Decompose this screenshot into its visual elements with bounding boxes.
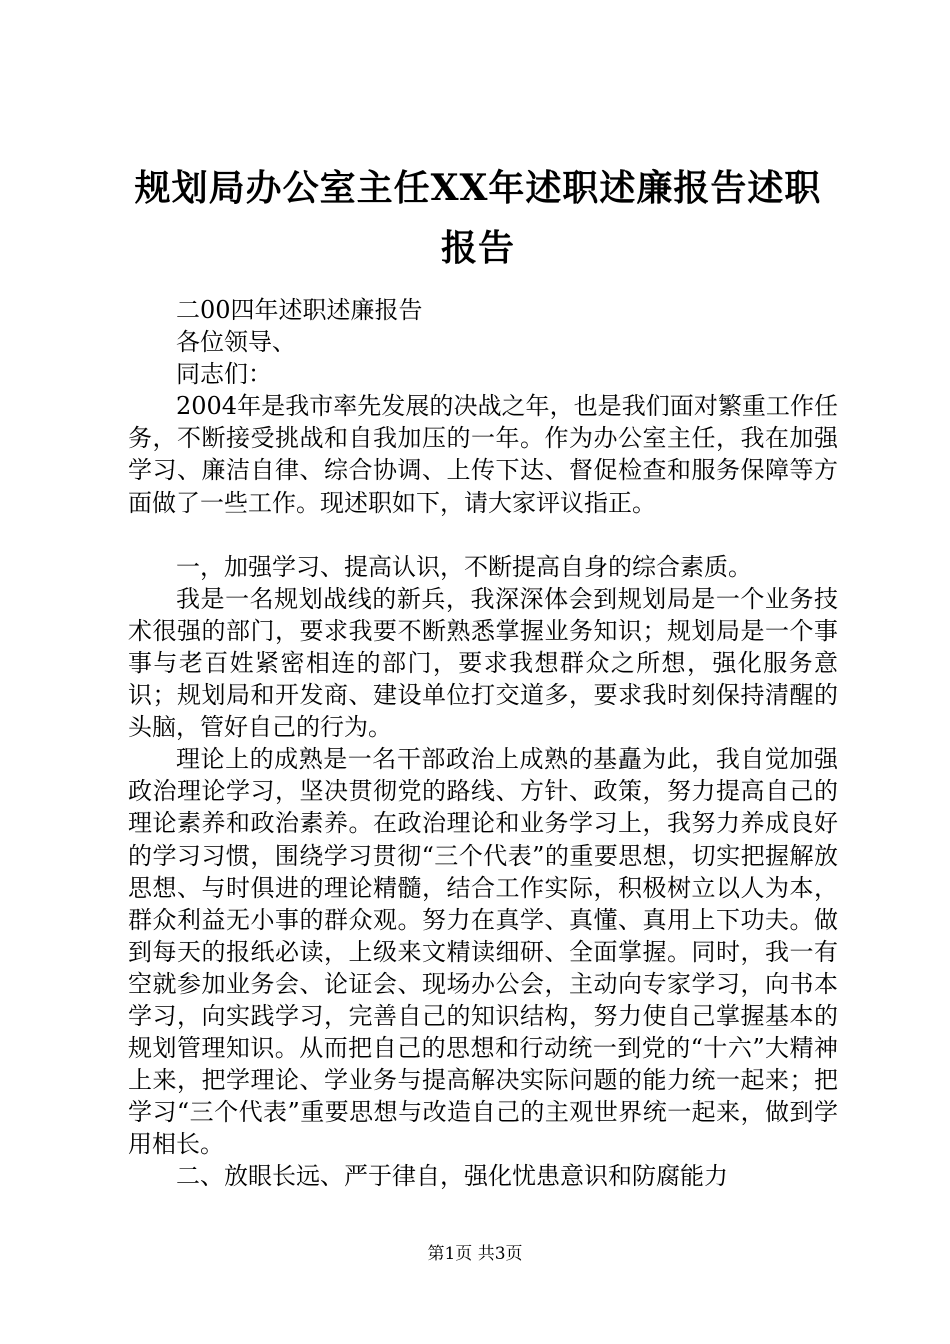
section-heading-2: 二、放眼长远、严于律自，强化忧患意识和防腐能力 <box>176 1162 728 1191</box>
section-heading-1: 一，加强学习、提高认识，不断提高自身的综合素质。 <box>176 552 752 581</box>
document-body <box>128 294 838 1193</box>
document-title: 规划局办公室主任XX年述职述廉报告述职报告 <box>134 167 822 269</box>
paragraph-heading-line: 二00四年述职述廉报告 <box>176 296 423 324</box>
paragraph-body-1: 我是一名规划战线的新兵，我深深体会到规划局是一个业务技术很强的部门，要求我要不断熟悉掌握业务知识；规划局是一个事事与老百姓紧密相连的部门，要求我想群众之所想，强化服务意识；规划局和开发商、建设单位打交道多，要求我时刻保持清醒的头脑，管好自己的行为。 <box>128 584 838 742</box>
paragraph-spacer <box>128 519 838 551</box>
paragraph-body-2: 理论上的成熟是一名干部政治上成熟的基矗为此，我自觉加强政治理论学习，坚决贯彻党的路线、方针、政策，努力提高自己的理论素养和政治素养。在政治理论和业务学习上，我努力养成良好的学习习惯，围绕学习贯彻“三个代表”的重要思想，切实把握解放思想、与时俱进的理论精髓，结合工作实际，积极树立以人为本，群众利益无小事的群众观。努力在真学、真懂、真用上下功夫。做到每天的报纸必读，上级来文精读细研、全面掌握。同时，我一有空就参加业务会、论证会、现场办公会，主动向专家学习，向书本学习，向实践学习，完善自己的知识结构，努力使自己掌握基本的规划管理知识。从而把自己的思想和行动统一到党的“十六”大精神上来，把学理论、学业务与提高解决实际问题的能力统一起来；把学习“三个代表”重要思想与改造自己的主观世界统一起来，做到学用相长。 <box>128 745 838 1159</box>
paragraph-salutation-1: 各位领导、 <box>176 328 296 357</box>
paragraph-salutation-2: 同志们： <box>176 360 272 389</box>
paragraph-intro: 2004年是我市率先发展的决战之年，也是我们面对繁重工作任务，不断接受挑战和自我加压的一年。作为办公室主任，我在加强学习、廉洁自律、综合协调、上传下达、督促检查和服务保障等方面做了一些工作。现述职如下，请大家评议指正。 <box>128 392 838 517</box>
page-number-footer: 第1页 共3页 <box>427 1244 523 1264</box>
